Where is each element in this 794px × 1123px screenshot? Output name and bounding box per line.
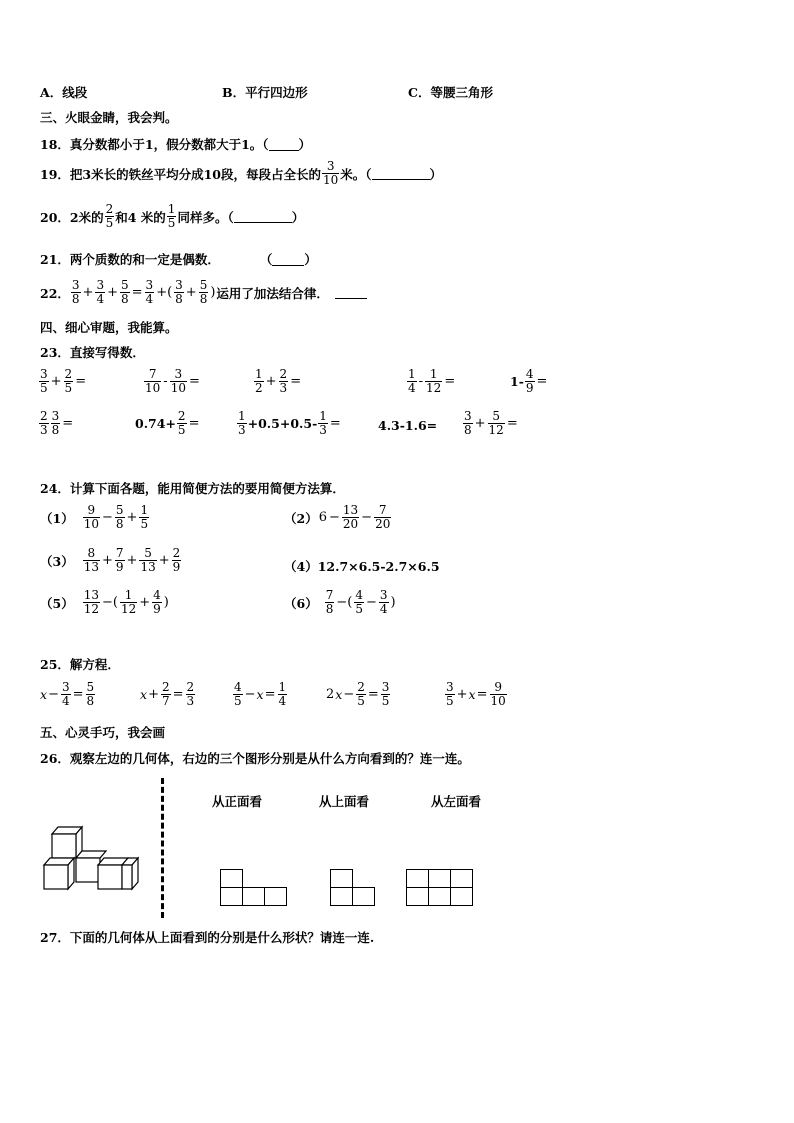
answer-blank[interactable] <box>335 286 367 299</box>
equation-2: x + $\frac{2}{7}$ = $\frac{2}{3}$ <box>140 680 195 708</box>
question-26-title: 26．观察左边的几何体，右边的三个图形分别是从什么方向看到的？连一连。 <box>40 751 470 766</box>
option-c: C．等腰三角形 <box>408 85 493 100</box>
question-20: 20．2米的 $\frac{2}{5}$ 和4 米的 $\frac{1}{5}$ 同样多。（ ） <box>40 202 305 230</box>
calc-item: 1- $\frac{4}{9}$ = <box>510 367 548 395</box>
section-3-heading: 三、火眼金睛，我会判。 <box>40 110 178 125</box>
equation-5: $\frac{3}{5}$ + x = $\frac{9}{10}$ <box>446 680 506 708</box>
dashed-divider <box>161 778 164 918</box>
view-label-front: 从正面看 <box>212 794 263 809</box>
equation-4: 2 x − $\frac{2}{5}$ = $\frac{3}{5}$ <box>326 680 390 708</box>
answer-blank[interactable] <box>269 138 299 151</box>
calc-item: $\frac{3}{5}$ + $\frac{2}{5}$ = <box>40 367 87 395</box>
calc-item-1: （1） $\frac{9}{10}$ − $\frac{5}{8}$ + $\frac{1}{5}$ <box>40 503 149 531</box>
equation-1: x − $\frac{3}{4}$ = $\frac{5}{8}$ <box>40 680 95 708</box>
question-27-title: 27．下面的几何体从上面看到的分别是什么形状？请连一连. <box>40 930 375 945</box>
calc-item: $\frac{7}{10}$ - $\frac{3}{10}$ = <box>145 367 200 395</box>
calc-item: $\frac{1}{3}$ +0.5+0.5- $\frac{1}{3}$ = <box>238 409 341 437</box>
question-22: 22． $\frac{3}{8}$ + $\frac{3}{4}$ + $\frac{5}{8}$ = $\frac{3}{4}$ +( $\frac{3}{8}$ + $\frac{5}{8}$ ) 运用了加法结合律． <box>40 279 367 306</box>
calc-item: 4.3-1.6= <box>378 418 438 433</box>
answer-blank[interactable] <box>372 167 430 180</box>
section-4-heading: 四、细心审题，我能算。 <box>40 320 178 335</box>
question-21: 21．两个质数的和一定是偶数． （ ） <box>40 252 317 267</box>
calc-item-2: （2） 6 − $\frac{13}{20}$ − $\frac{7}{20}$ <box>284 503 391 531</box>
calc-item: 0.74+ $\frac{2}{5}$ = <box>135 409 200 437</box>
section-5-heading: 五、心灵手巧，我会画 <box>40 725 166 740</box>
solid-figure <box>40 818 144 896</box>
question-23-title: 23．直接写得数． <box>40 345 145 360</box>
calc-item-5: （5） $\frac{13}{12}$ −( $\frac{1}{12}$ + $\frac{4}{9}$ ) <box>40 588 169 616</box>
fraction: $\frac{2}{5}$ <box>105 202 114 230</box>
fraction: $\frac{1}{5}$ <box>167 202 176 230</box>
option-a: A．线段 <box>40 85 88 100</box>
calc-item: $\frac{1}{4}$ - $\frac{1}{12}$ = <box>408 367 456 395</box>
option-b: B．平行四边形 <box>222 85 308 100</box>
calc-item-3: （3） $\frac{8}{13}$ + $\frac{7}{9}$ + $\frac{5}{13}$ + $\frac{2}{9}$ <box>40 546 181 574</box>
equation-3: $\frac{4}{5}$ − x = $\frac{1}{4}$ <box>234 680 287 708</box>
question-18: 18．真分数都小于1，假分数都大于1。（ ） <box>40 137 312 152</box>
calc-item: $\frac{2}{3}$ $\frac{3}{8}$ = <box>40 409 74 437</box>
answer-blank[interactable] <box>272 253 304 266</box>
question-19: 19．把3米长的铁丝平均分成10段，每段占全长的 $\frac{3}{10}$ 米。（ ） <box>40 159 443 187</box>
calc-item-6: （6） $\frac{7}{8}$ −( $\frac{4}{5}$ − $\frac{3}{4}$ ) <box>284 588 396 616</box>
question-25-title: 25．解方程． <box>40 657 120 672</box>
calc-item-4: （4）12.7×6.5-2.7×6.5 <box>284 559 440 574</box>
question-24-title: 24．计算下面各题，能用简便方法的要用简便方法算． <box>40 481 345 496</box>
calc-item: $\frac{1}{2}$ + $\frac{2}{3}$ = <box>255 367 302 395</box>
fraction: $\frac{3}{10}$ <box>323 159 339 187</box>
calc-item: $\frac{3}{8}$ + $\frac{5}{12}$ = <box>464 409 518 437</box>
view-label-top: 从上面看 <box>319 794 370 809</box>
view-label-left: 从左面看 <box>431 794 482 809</box>
answer-blank[interactable] <box>234 210 292 223</box>
